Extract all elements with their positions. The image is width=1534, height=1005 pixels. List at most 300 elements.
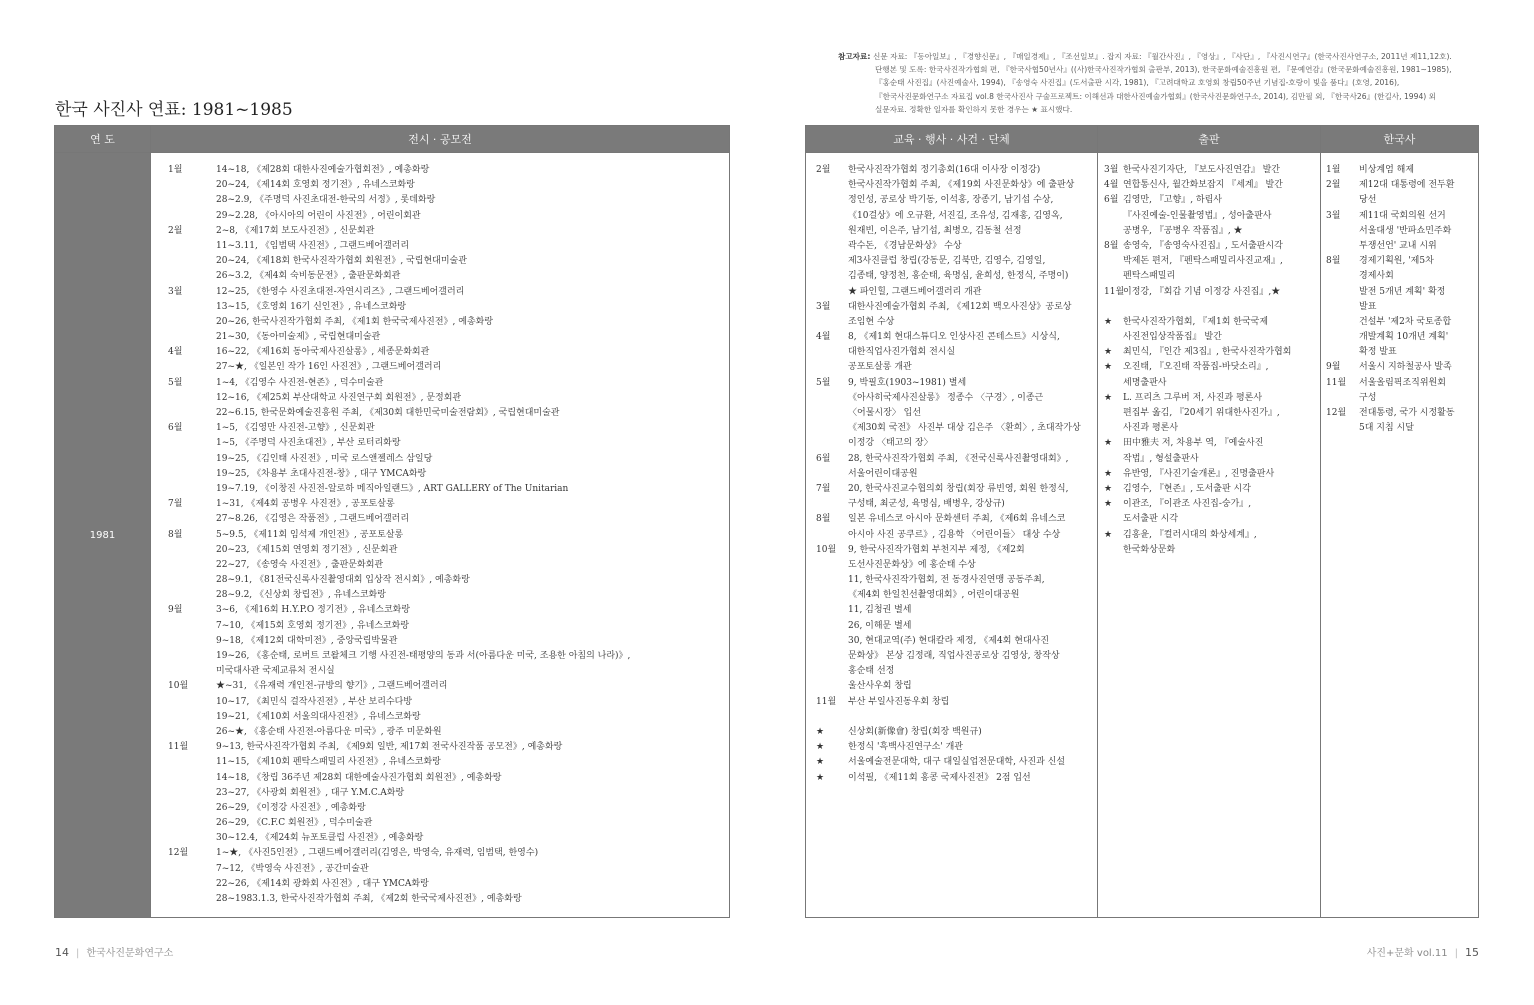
row-entry: 김영만, 『고향』, 하림사 (1123, 195, 1222, 206)
timeline-row (1104, 193, 1316, 208)
row-entry: 1~31, 《제4회 공병우 사진전》, 공포토살롱 (216, 499, 395, 510)
row-month (816, 436, 848, 451)
timeline-row (168, 619, 723, 634)
row-entry: 부산 부일사진동우회 창립 (848, 696, 950, 707)
timeline-row (1104, 330, 1316, 345)
row-month (816, 634, 848, 649)
row-entry: 28~1983.1.3, 한국사진작가협회 주최, 《제2회 한국국제사진전》, 예총화랑 (216, 894, 522, 904)
row-month: 4월 (816, 332, 831, 343)
row-month (168, 801, 216, 816)
row-month (1326, 300, 1359, 315)
row-entry: 11, 한국사진작가협회, 전 동경사진연맹 공동주최, (848, 575, 1045, 586)
timeline-row (168, 178, 723, 193)
timeline-row (816, 239, 1092, 254)
timeline-row (1104, 421, 1316, 436)
timeline-row (816, 224, 1092, 239)
row-entry: 26, 이해문 별세 (848, 620, 912, 631)
timeline-row (1104, 224, 1316, 239)
timeline-row (1326, 360, 1476, 375)
row-entry: 7~10, 《제15회 호영회 정기전》, 유네스코화랑 (216, 620, 410, 631)
row-month (816, 406, 848, 421)
row-entry: 22~27, 《송영숙 사진전》, 출판문화회관 (216, 559, 384, 570)
row-month: 5월 (816, 377, 831, 388)
timeline-row (1104, 391, 1316, 406)
timeline-row (168, 543, 723, 558)
row-entry: 비상계엄 해제 (1359, 165, 1415, 175)
row-month: 1월 (1326, 165, 1341, 175)
row-month (816, 588, 848, 603)
timeline-row (168, 467, 723, 482)
timeline-row (816, 558, 1092, 573)
timeline-row (1104, 315, 1316, 330)
row-entry: 19~21, 《제10회 서울의대사진전》, 유네스코화랑 (216, 711, 421, 722)
timeline-row (1104, 254, 1316, 269)
year-label: 1981 (89, 529, 116, 541)
row-entry: 1~5, 《김영만 사진전-고향》, 신문회관 (216, 423, 375, 434)
timeline-row (168, 193, 723, 208)
row-month (168, 269, 216, 284)
row-month (816, 573, 848, 588)
row-entry: 11~3.11, 《임범택 사진전》, 그랜드베어갤러리 (216, 240, 410, 251)
reference-text: 실문자료. 정확한 일자를 확인하지 못한 경우는 ★ 표시했다. (875, 104, 1073, 114)
row-month (816, 467, 848, 482)
row-month (816, 649, 848, 664)
reference-line (838, 90, 1478, 103)
timeline-row (168, 482, 723, 497)
row-month: 5월 (168, 377, 183, 388)
row-month (168, 482, 216, 497)
row-month: 8월 (1104, 240, 1119, 251)
row-month: ★ (1104, 362, 1113, 373)
timeline-row (816, 512, 1092, 527)
row-entry: 9~13, 한국사진작가협회 주최, 《제9회 일반, 제17회 전국사진작품 공모전》, 예총화랑 (216, 742, 563, 753)
row-month (168, 178, 216, 193)
row-month (168, 436, 216, 451)
row-month (168, 771, 216, 786)
timeline-row (168, 740, 723, 755)
timeline-row (1104, 452, 1316, 467)
row-entry: 제3사진클럽 창립(강동문, 김북만, 김영수, 김영일, (848, 256, 1046, 267)
row-entry: 발표 (1359, 301, 1377, 312)
row-month: 1월 (168, 165, 183, 175)
row-entry: 12~16, 《제25회 부산대학교 사진연구회 회원전》, 문정회관 (216, 392, 462, 403)
row-entry: 개발계획 10개년 계획' (1359, 332, 1449, 343)
row-month (816, 193, 848, 208)
row-month (168, 725, 216, 740)
column-divider (150, 126, 151, 917)
row-entry: L. 프리츠 그루버 저, 사진과 평론사 (1123, 392, 1263, 403)
timeline-row (816, 482, 1092, 497)
row-entry: 26~29, 《C.F.C 회원전》, 덕수미술관 (216, 818, 373, 829)
row-month (168, 649, 216, 664)
reference-line (838, 63, 1478, 76)
row-entry: 3~6, 《제16회 H.Y.P.O 정기전》, 유네스코화랑 (216, 605, 411, 616)
row-entry: 문화상》 본상 김정래, 직업사진공로상 김영상, 창작상 (848, 651, 1060, 661)
row-entry: 아시아 사진 공쿠르》, 김용학 〈어린이들〉 대상 수상 (848, 529, 1061, 540)
row-month (1326, 391, 1359, 406)
row-month (816, 254, 848, 269)
row-month: 12월 (1326, 408, 1347, 418)
timeline-row (816, 755, 1092, 770)
row-entry: 한국사진작가협회 주최, 《제19회 사진문화상》에 출판상 (848, 180, 1075, 191)
timeline-row (168, 315, 723, 330)
row-month: 6월 (168, 423, 183, 434)
timeline-row (816, 603, 1092, 618)
timeline-row (168, 846, 723, 861)
row-month: 9월 (168, 605, 183, 616)
timeline-row (168, 710, 723, 725)
row-entry: 11, 김청권 별세 (848, 605, 912, 616)
timeline-row (816, 300, 1092, 315)
timeline-row (1326, 315, 1476, 330)
footer-left: 14 | 한국사진문화연구소 (55, 946, 174, 959)
timeline-row (1104, 406, 1316, 421)
row-entry: 9, 한국사진작가협회 부천지부 제정, 《제2회 (848, 544, 1025, 555)
row-month (168, 634, 216, 649)
row-entry: 9~18, 《제12회 대학미전》, 중앙국립박물관 (216, 635, 398, 646)
row-month (1104, 254, 1123, 269)
column-divider (1320, 126, 1321, 917)
row-month (168, 877, 216, 892)
timeline-row (816, 163, 1092, 178)
row-entry: 19~7.19, 《이창진 사진전-알로하 메직아일랜드》, ART GALLERY of The Unitarian (216, 483, 569, 494)
row-month (1326, 315, 1359, 330)
row-month (168, 330, 216, 345)
row-entry: 서울예술전문대학, 대구 대일실업전문대학, 사진과 신설 (848, 757, 1066, 768)
row-month: 10월 (168, 681, 189, 692)
row-month: ★ (1104, 499, 1113, 510)
reference-text: 단행본 및 도록: 한국사진작가협회 편, 『한국사협50년사』((사)한국사진작가협회 출판부, 2013), 한국문화예술진흥원 편, 『문예연감』(한국문화예술진흥원, 1981~1985), (875, 65, 1452, 75)
timeline-row (168, 877, 723, 892)
row-entry: 도선사진문화상》에 홍순태 수상 (848, 559, 976, 570)
timeline-row (168, 801, 723, 816)
row-entry: 당선 (1359, 195, 1377, 206)
row-entry: 9, 박필호(1903~1981) 별세 (848, 377, 967, 388)
header-exhibitions: 전시 · 공모전 (151, 126, 729, 152)
timeline-row (168, 664, 723, 679)
page-number-left: 14 (55, 946, 69, 959)
timeline-row (168, 406, 723, 421)
row-entry: 《제30회 국전》 사진부 대상 김은주 〈환희〉, 초대작가상 (848, 423, 1081, 434)
timeline-row (816, 710, 1092, 725)
row-month (816, 391, 848, 406)
timeline-row (816, 452, 1092, 467)
row-entry: 27~8.26, 《김영은 작품전》, 그랜드베어갤러리 (216, 514, 410, 525)
row-month: 4월 (1104, 180, 1119, 191)
row-entry (1123, 300, 1316, 315)
row-entry: 정인성, 공로상 박기동, 이석홍, 장종기, 남기섭 수상, (848, 195, 1054, 206)
timeline-row (1104, 482, 1316, 497)
row-month (1326, 269, 1359, 284)
row-entry: 『사진예술-인물촬영법』, 성아출판사 (1123, 210, 1272, 221)
row-month (168, 558, 216, 573)
row-entry: 한국사진작가협회, 『제1회 한국국제 (1123, 316, 1269, 327)
timeline-row (1326, 209, 1476, 224)
timeline-row (168, 224, 723, 239)
timeline-row (168, 755, 723, 770)
timeline-row (168, 421, 723, 436)
row-entry: 전대통령, 국가 시정활동 (1359, 408, 1455, 418)
timeline-row (1326, 406, 1476, 421)
header-publications: 출판 (1098, 126, 1320, 152)
header-year: 연 도 (55, 126, 150, 152)
row-entry: 28~9.2, 《신상회 창립전》, 유네스코화랑 (216, 590, 386, 601)
row-month (168, 254, 216, 269)
row-entry: 28~9.1, 《81전국신록사진촬영대회 입상작 전시회》, 예총화랑 (216, 575, 470, 586)
row-entry: 대한직업사진가협회 전시실 (848, 347, 956, 358)
row-entry: 구성태, 최군성, 육명심, 배병우, 강상규) (848, 499, 1005, 510)
timeline-row (168, 345, 723, 360)
row-entry: 세명출판사 (1123, 377, 1167, 388)
row-entry: 김종태, 양정천, 홍순태, 육명심, 윤희성, 한정식, 주명이) (848, 271, 1069, 282)
row-month (816, 603, 848, 618)
timeline-row (816, 528, 1092, 543)
row-month (168, 543, 216, 558)
timeline-row (168, 436, 723, 451)
year-cell (55, 153, 150, 917)
timeline-row (168, 771, 723, 786)
row-entry: 오진태, 『오진태 작품집-바닷소리』, (1123, 362, 1269, 373)
timeline-row (168, 528, 723, 543)
reference-text: 『한국사진문화연구소 자료집 vol.8 한국사진사 구술프로젝트: 이해선과 대한사진예술가협회』(한국사진문화연구소, 2014), 김만필 외, 『한국사26』(한길사, 1994) 외 (875, 91, 1436, 101)
publications-column (1104, 163, 1316, 558)
timeline-row (168, 892, 723, 907)
row-entry: 19~26, 《홍순태, 로버트 코왈체크 기행 사진전-태평양의 동과 서(아름다운 미국, 조용한 아침의 나라)》, (216, 651, 631, 661)
row-month (168, 512, 216, 527)
timeline-row (1326, 285, 1476, 300)
timeline-row (816, 634, 1092, 649)
row-month (816, 664, 848, 679)
row-month (1326, 330, 1359, 345)
timeline-row (1104, 345, 1316, 360)
timeline-row (1104, 497, 1316, 512)
row-entry: 공포토살롱 개관 (848, 362, 912, 373)
timeline-row (816, 573, 1092, 588)
row-entry: 28~2.9, 《주명덕 사진초대전-한국의 서정》, 롯데화랑 (216, 195, 436, 206)
row-entry: 30~12.4, 《제24회 뉴포토클럽 사진전》, 예총화랑 (216, 833, 424, 844)
row-month (168, 452, 216, 467)
row-month (168, 710, 216, 725)
row-entry: ★~31, 《유재력 개인전-규방의 향기》, 그랜드베어갤러리 (216, 681, 448, 692)
timeline-row (1326, 224, 1476, 239)
row-month: 7월 (168, 499, 183, 510)
timeline-row (816, 725, 1092, 740)
row-entry: 울산사우회 창립 (848, 681, 912, 692)
row-month: 6월 (816, 453, 831, 464)
timeline-row (1104, 376, 1316, 391)
timeline-row (1104, 543, 1316, 558)
row-entry: 20, 한국사진교수협의회 창립(회장 류빈영, 회원 한정식, (848, 483, 1069, 494)
row-month: ★ (1104, 438, 1113, 449)
row-month (1104, 543, 1123, 558)
row-entry: 구성 (1359, 392, 1377, 403)
row-entry: 서울대생 '반파쇼민주화 (1359, 225, 1452, 236)
timeline-row (168, 285, 723, 300)
footer-journal: 사진+문화 vol.11 (1366, 948, 1448, 959)
row-month (1104, 300, 1123, 315)
row-month: ★ (816, 772, 825, 783)
row-month: 3월 (168, 286, 183, 297)
timeline-row (1104, 285, 1316, 300)
timeline-row (168, 679, 723, 694)
row-month: 6월 (1104, 195, 1119, 206)
timeline-row (168, 786, 723, 801)
row-month (168, 892, 216, 907)
row-month (168, 695, 216, 710)
timeline-row (168, 300, 723, 315)
timeline-row (168, 558, 723, 573)
row-entry: 22~6.15, 한국문화예술진흥원 주최, 《제30회 대한민국미술전람회》, 국립현대미술관 (216, 408, 560, 418)
reference-line (838, 50, 1478, 63)
page-title: 한국 사진사 연표: 1981~1985 (55, 100, 293, 120)
timeline-row (168, 239, 723, 254)
timeline-row (1326, 193, 1476, 208)
row-month: 8월 (168, 529, 183, 540)
row-month (168, 193, 216, 208)
timeline-row (816, 193, 1092, 208)
timeline-row (816, 315, 1092, 330)
row-entry: 21~30, 《동아미술제》, 국립현대미술관 (216, 332, 381, 343)
row-entry: 19~25, 《차용부 초대사진전-창》, 대구 YMCA화랑 (216, 468, 427, 479)
row-month (1326, 345, 1359, 360)
timeline-row (816, 391, 1092, 406)
row-month: 12월 (168, 848, 189, 859)
timeline-row (168, 603, 723, 618)
row-entry: 투쟁선언' 교내 시위 (1359, 240, 1437, 251)
row-entry: 20~24, 《제18회 한국사진작가협회 회원전》, 국립현대미술관 (216, 256, 467, 267)
row-month (1326, 193, 1359, 208)
row-entry: 20~26, 한국사진작가협회 주최, 《제1회 한국국제사진전》, 예총화랑 (216, 316, 494, 327)
timeline-row (168, 573, 723, 588)
row-entry: 19~25, 《김인태 사진전》, 미국 로스앤젤레스 삼일당 (216, 453, 433, 464)
row-entry: 26~★, 《홍순태 사진전-아름다운 미국》, 광주 미문화원 (216, 726, 442, 737)
right-timeline-table (805, 125, 1479, 918)
row-entry: 田中雅夫 저, 차용부 역, 『예술사진 (1123, 438, 1264, 449)
row-month: ★ (1104, 316, 1113, 327)
timeline-row (1104, 239, 1316, 254)
row-month (1104, 269, 1123, 284)
header-divider (55, 152, 729, 153)
timeline-row (816, 649, 1092, 664)
row-entry: 공병우, 『공병우 작품집』, ★ (1123, 225, 1243, 236)
row-month (816, 558, 848, 573)
timeline-row (816, 254, 1092, 269)
row-entry: 미국대사관 국제교류처 전시실 (216, 666, 335, 677)
timeline-row (168, 862, 723, 877)
timeline-row (1326, 254, 1476, 269)
row-entry: 서울시 지하철공사 발족 (1359, 362, 1452, 373)
row-month: ★ (1104, 483, 1113, 494)
row-month (1104, 376, 1123, 391)
footer-right: 사진+문화 vol.11 | 15 (1366, 946, 1479, 959)
reference-text: 신문 자료: 『동아일보』, 『경향신문』, 『매일경제』, 『조선일보』. 잡지 자료: 『월간사진』, 『영상』, 『사단』, 『사진시연구』(한국사진사연구소, 2011년 제11,12호). (873, 52, 1452, 61)
timeline-row (816, 619, 1092, 634)
page-number-right: 15 (1465, 946, 1479, 959)
row-entry: 8, 《제1회 현대스튜디오 인상사진 콘테스트》시상식, (848, 332, 1060, 343)
reference-line (838, 103, 1478, 116)
header-history: 한국사 (1321, 126, 1478, 152)
row-month (1104, 512, 1123, 527)
row-month (168, 755, 216, 770)
row-entry: 유반영, 『사진기술개론』, 진명출판사 (1123, 468, 1275, 479)
row-month (1104, 452, 1123, 467)
row-month: 10월 (816, 544, 837, 555)
row-month (1326, 224, 1359, 239)
timeline-row (1104, 163, 1316, 178)
row-entry: 서울올림픽조직위원회 (1359, 377, 1446, 388)
row-month: 3월 (1326, 210, 1341, 221)
reference-label: 참고자료: (838, 52, 874, 61)
timeline-row (1326, 330, 1476, 345)
row-entry: 23~27, 《사광회 회원전》, 대구 Y.M.C.A화랑 (216, 787, 405, 798)
timeline-row (1104, 300, 1316, 315)
row-month: 3월 (1104, 165, 1119, 175)
timeline-row (1104, 269, 1316, 284)
row-entry: 2~8, 《제17회 보도사진전》, 신문회관 (216, 225, 375, 236)
timeline-row (168, 209, 723, 224)
row-month (168, 360, 216, 375)
row-entry: 이정강, 『회갑 기념 이정강 사진집』,★ (1123, 286, 1281, 297)
row-entry: 원재빈, 이은주, 남기섭, 최병오, 김동철 선정 (848, 225, 1022, 236)
row-entry: 28, 한국사진작가협회 주최, 《전국신록사진촬영대회》, (848, 453, 1069, 464)
timeline-row (1326, 391, 1476, 406)
row-entry: 서울어린이대공원 (848, 468, 918, 479)
row-month (1104, 224, 1123, 239)
row-month: ★ (1104, 347, 1113, 358)
row-entry: 건설부 '제2차 국토종합 (1359, 316, 1452, 327)
reference-line (838, 76, 1478, 89)
row-month (168, 831, 216, 846)
row-month (816, 209, 848, 224)
timeline-row (816, 695, 1092, 710)
row-month (816, 421, 848, 436)
row-month (816, 345, 848, 360)
row-month (1104, 421, 1123, 436)
row-entry: 20~24, 《제14회 호영회 정기전》, 유네스코화랑 (216, 180, 415, 191)
row-entry: 작법』, 형설출판사 (1123, 453, 1199, 464)
timeline-row (816, 209, 1092, 224)
timeline-row (1104, 178, 1316, 193)
row-entry: 펜탁스패밀리 (1123, 271, 1176, 282)
row-month (816, 178, 848, 193)
row-entry: 26~29, 《이정강 사진전》, 예총화랑 (216, 802, 366, 813)
timeline-row (816, 497, 1092, 512)
references-block (838, 50, 1478, 116)
row-month: 9월 (1326, 362, 1341, 373)
row-entry: 곽수돈, 《경남문화상》 수상 (848, 240, 962, 251)
row-entry: 제11대 국회의원 선거 (1359, 210, 1446, 221)
row-entry: 도서출판 시각 (1123, 514, 1179, 525)
row-entry: 한국화상문화 (1123, 544, 1176, 555)
row-entry: 11~15, 《제10회 펜탁스패밀리 사진전》, 유네스코화랑 (216, 757, 441, 768)
row-entry: 이관조, 『이관조 사진집-숭가』, (1123, 499, 1252, 510)
row-entry: 5대 지침 시달 (1359, 423, 1414, 434)
row-entry: 조임현 수상 (848, 316, 895, 327)
row-month (816, 239, 848, 254)
timeline-row (168, 634, 723, 649)
column-divider (1097, 126, 1098, 917)
footer-org: 한국사진문화연구소 (86, 948, 174, 959)
row-month (168, 588, 216, 603)
timeline-row (1326, 345, 1476, 360)
timeline-row (168, 497, 723, 512)
row-month (168, 786, 216, 801)
row-entry: 이정강 〈태고의 장〉 (848, 438, 933, 449)
timeline-row (816, 436, 1092, 451)
events-column (816, 163, 1092, 786)
row-month: ★ (816, 757, 825, 768)
timeline-row (168, 816, 723, 831)
